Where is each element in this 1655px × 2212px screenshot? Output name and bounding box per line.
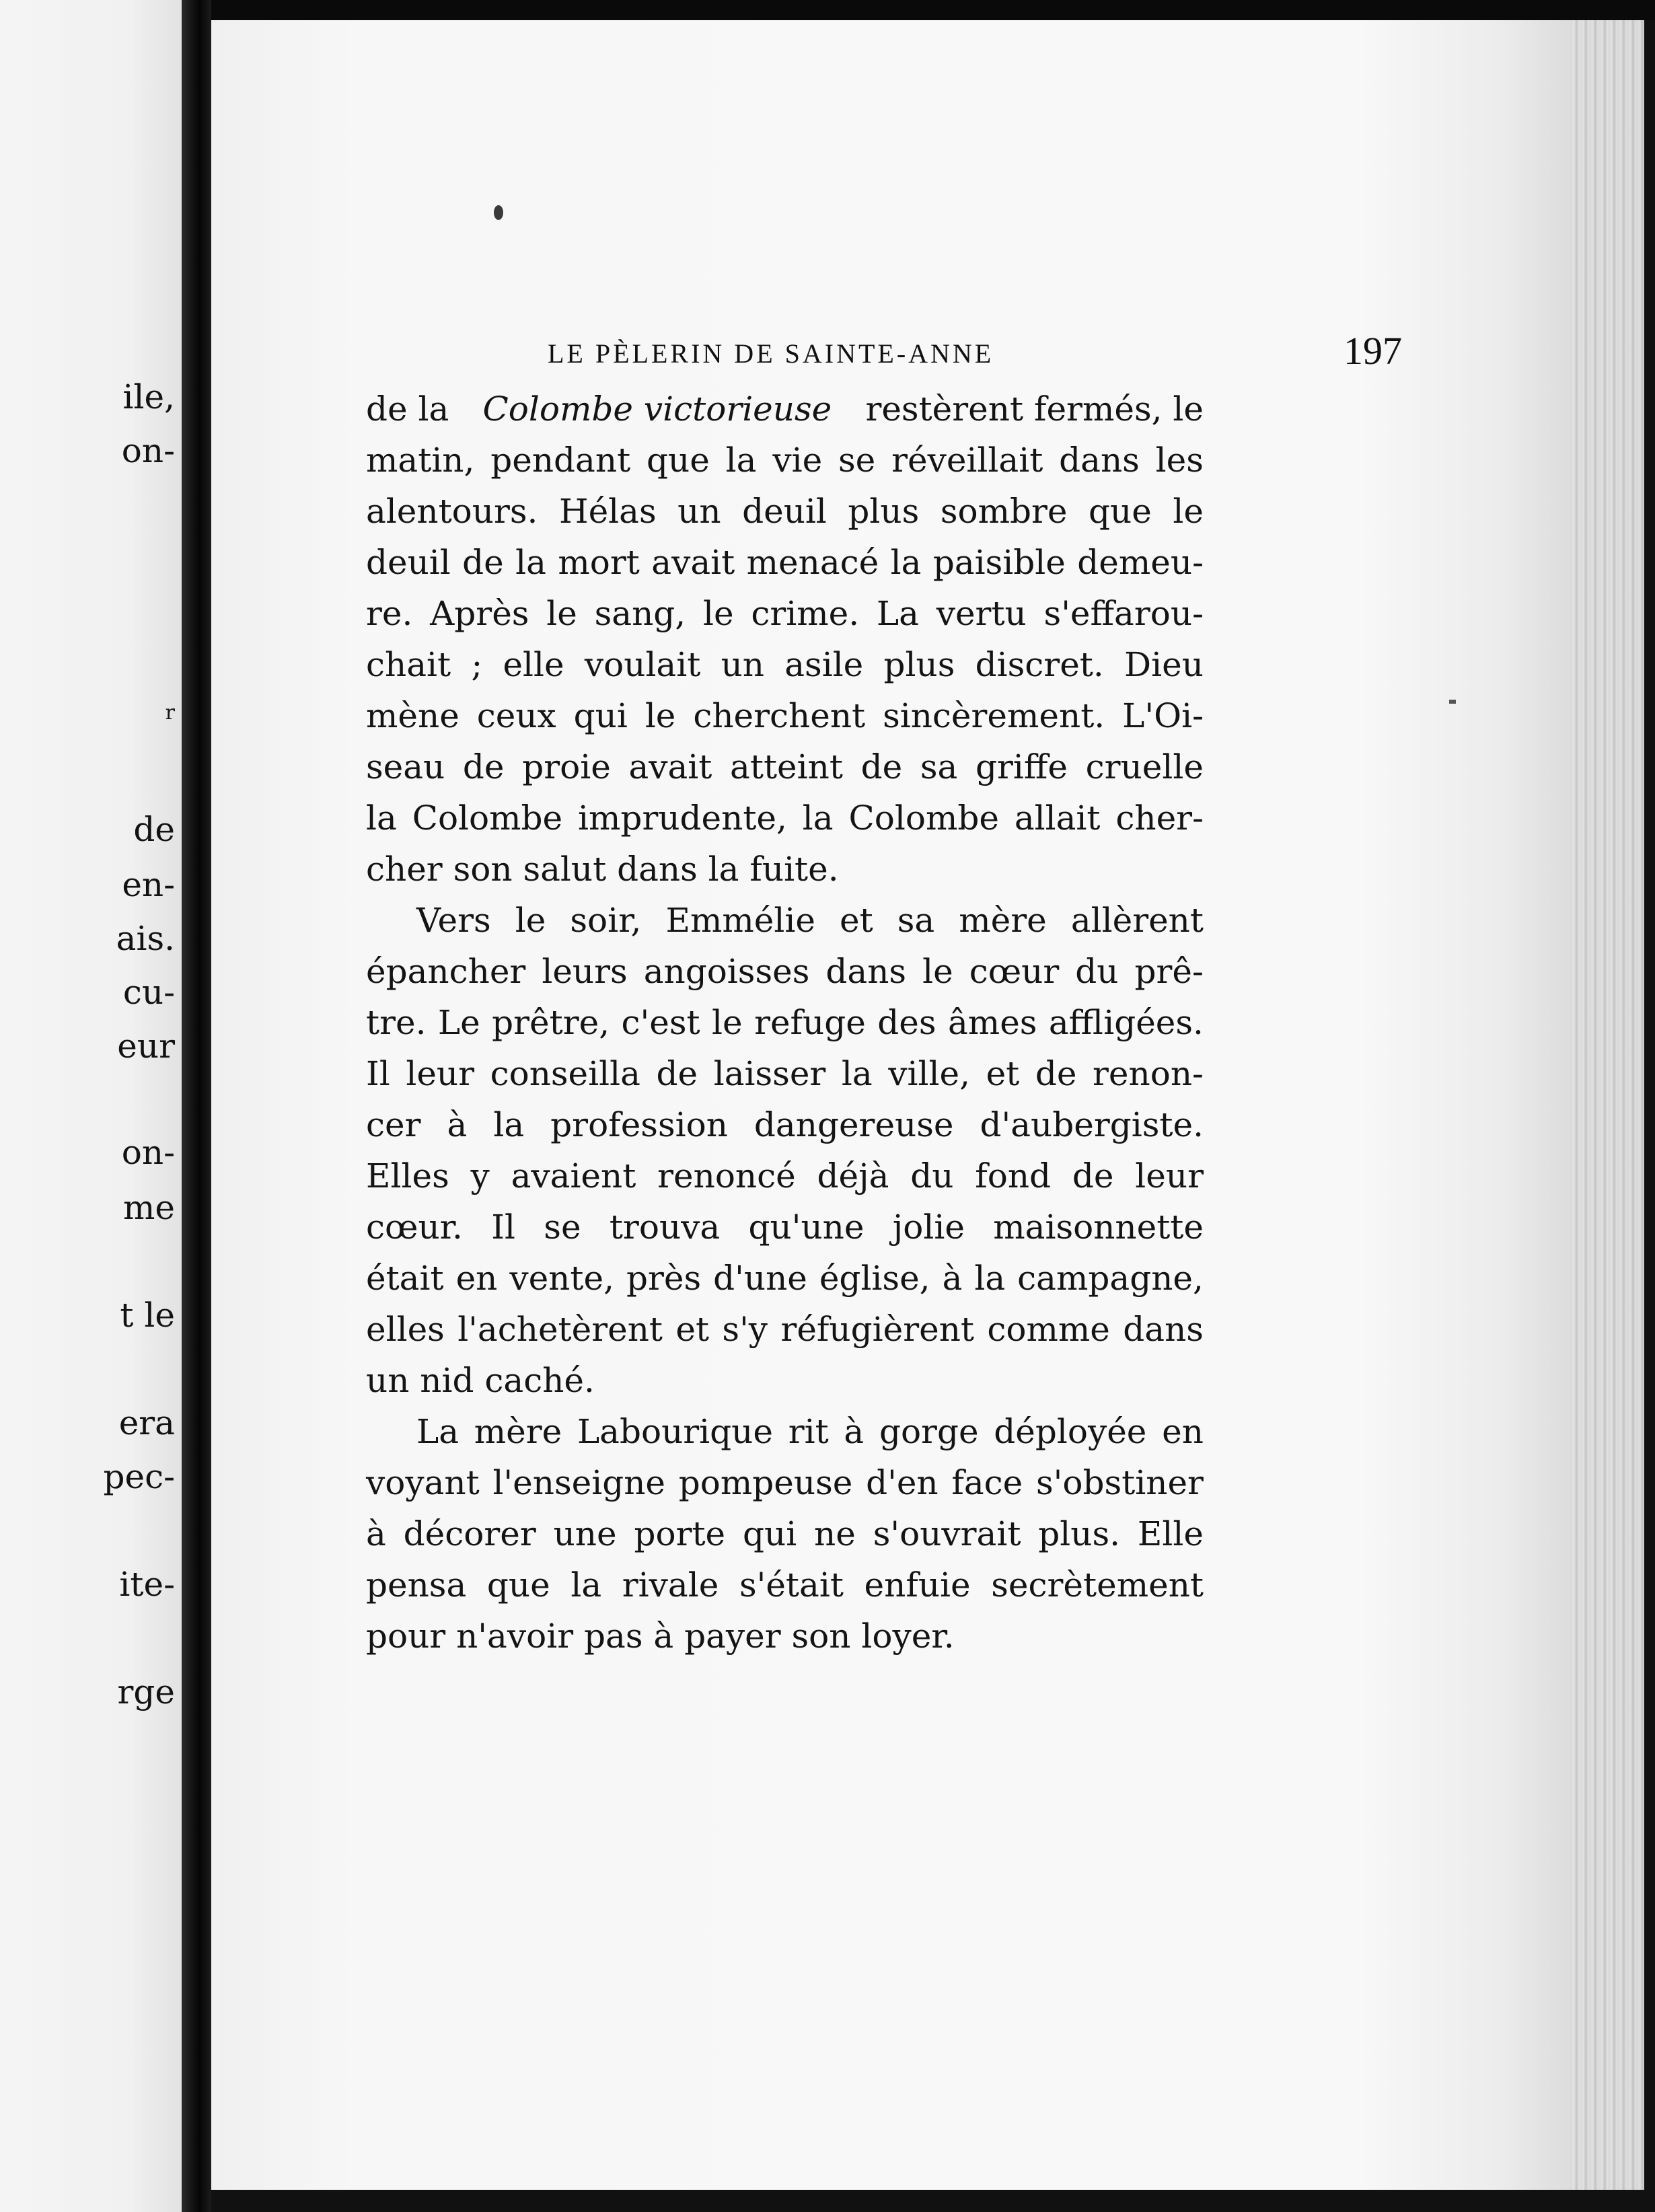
word: face: [951, 1463, 1023, 1502]
word: sombre: [940, 492, 1068, 531]
text-line: [366, 1202, 1204, 1253]
word: Emmélie: [665, 901, 815, 940]
word: une: [553, 1514, 617, 1553]
word: s'obstiner: [1036, 1463, 1204, 1502]
word: le: [645, 696, 676, 735]
word: ;: [471, 645, 483, 684]
word: de: [1072, 1156, 1114, 1195]
word: avait: [628, 747, 712, 786]
word: rit: [788, 1412, 829, 1451]
word: menacé: [746, 543, 879, 582]
text-line: [366, 1457, 1204, 1508]
word: se: [838, 441, 876, 480]
word: réveillait: [891, 441, 1043, 480]
text-line: pour n'avoir pas à payer son loyer.: [366, 1617, 955, 1656]
word: discret.: [975, 645, 1104, 684]
text-line: [366, 1304, 1204, 1355]
text-line: [366, 997, 1204, 1048]
word: Elles: [366, 1156, 449, 1195]
ink-smudge: [494, 205, 503, 220]
word: dans: [1059, 441, 1140, 480]
word: conseilla: [490, 1054, 640, 1093]
word: gorge: [879, 1412, 979, 1451]
word: était: [366, 1259, 444, 1298]
left-page-fragment: ite-: [119, 1565, 175, 1604]
word: dans: [825, 952, 907, 991]
text-line: [366, 895, 1204, 946]
word: mène: [366, 696, 459, 735]
word: que: [486, 1565, 550, 1605]
word: plus: [848, 492, 920, 531]
word: porte: [634, 1514, 726, 1553]
word: ne: [814, 1514, 856, 1553]
word: deuil: [742, 492, 827, 531]
word: âmes: [947, 1003, 1037, 1042]
text-line: [366, 1099, 1204, 1150]
word: sa: [920, 747, 958, 786]
word: fond: [975, 1156, 1052, 1195]
word: Il: [366, 1054, 390, 1093]
text-line: [366, 639, 1204, 690]
left-page-fragment: ile,: [122, 377, 175, 416]
word: seau: [366, 747, 445, 786]
word: imprudente,: [578, 799, 787, 838]
word: cruelle: [1085, 747, 1204, 786]
text-line: [366, 383, 1204, 435]
word: prê-: [1134, 952, 1204, 991]
word: y: [470, 1156, 490, 1195]
word: le: [922, 952, 953, 991]
word: Après: [430, 594, 529, 633]
word: griffe: [975, 747, 1068, 786]
word: et: [986, 1054, 1020, 1093]
word: elles: [366, 1310, 445, 1349]
word: ceux: [476, 696, 556, 735]
text-line: un nid caché.: [366, 1361, 595, 1400]
word: Elle: [1137, 1514, 1204, 1553]
word: prêtre,: [492, 1003, 610, 1042]
word: voyant: [366, 1463, 480, 1502]
word: chait: [366, 645, 451, 684]
word: crime.: [751, 594, 860, 633]
word: dans: [1123, 1310, 1204, 1349]
word: c'est: [621, 1003, 700, 1042]
word: asile: [784, 645, 864, 684]
word: deuil: [366, 543, 451, 582]
word: s'était: [739, 1565, 844, 1605]
book-title-italic: Colombe victorieuse: [482, 390, 832, 429]
word: la: [366, 799, 397, 838]
text-line: [366, 486, 1204, 537]
left-page-fragment: on-: [121, 431, 175, 470]
word: de: [462, 543, 504, 582]
left-page-fragment: rge: [117, 1672, 175, 1711]
text-line: [366, 1150, 1204, 1202]
word: cher-: [1115, 799, 1204, 838]
word: à: [942, 1259, 963, 1298]
word: allèrent: [1070, 901, 1204, 940]
word: décorer: [403, 1514, 536, 1553]
word: cer: [366, 1105, 421, 1144]
word: atteint: [730, 747, 843, 786]
word: en: [455, 1259, 498, 1298]
word: tre.: [366, 1003, 427, 1042]
word: que: [1089, 492, 1152, 531]
word: le: [515, 901, 546, 940]
left-page-fragment: t le: [120, 1296, 175, 1335]
word: qu'une: [748, 1208, 865, 1247]
word: Vers: [416, 901, 491, 940]
word: profession: [550, 1105, 728, 1144]
left-page-fragment: ais.: [116, 919, 175, 958]
word: en: [1162, 1412, 1204, 1451]
word: dangereuse: [753, 1105, 954, 1144]
word: d'en: [866, 1463, 939, 1502]
word: cœur: [969, 952, 1060, 991]
word: l'enseigne: [492, 1463, 666, 1502]
word: vente,: [509, 1259, 614, 1298]
word: affligées.: [1048, 1003, 1204, 1042]
scan-border: [211, 0, 1655, 20]
word: elle: [503, 645, 564, 684]
word: déployée: [994, 1412, 1147, 1451]
word: les: [1155, 441, 1204, 480]
text-line: [366, 588, 1204, 639]
word: rivale: [622, 1565, 719, 1605]
word: près: [626, 1259, 702, 1298]
left-page-fragment: en-: [122, 865, 175, 904]
word: s'effarou-: [1043, 594, 1204, 633]
word: à: [366, 1514, 386, 1553]
word: s'y: [722, 1310, 768, 1349]
running-title: LE PÈLERIN DE SAINTE-ANNE: [548, 338, 994, 369]
word: Il: [491, 1208, 515, 1247]
word: du: [1075, 952, 1119, 991]
page-number: 197: [1344, 329, 1402, 373]
word: pendant: [490, 441, 631, 480]
word: matin,: [366, 441, 475, 480]
word: la: [974, 1259, 1006, 1298]
word: comme: [987, 1310, 1110, 1349]
word: l'achetèrent: [457, 1310, 663, 1349]
word: du: [910, 1156, 954, 1195]
word: déjà: [817, 1156, 889, 1195]
word: leurs: [542, 952, 628, 991]
left-page-fragment: era: [118, 1403, 175, 1442]
text-line: [366, 1253, 1204, 1304]
word: ville,: [888, 1054, 970, 1093]
word: réfugièrent: [780, 1310, 974, 1349]
word: se: [544, 1208, 581, 1247]
previous-page-edge: [0, 0, 182, 2212]
book-gutter: [182, 0, 211, 2212]
left-page-fragment: cu-: [122, 973, 175, 1012]
text-run: restèrent fermés, le: [865, 390, 1204, 429]
word: mort: [558, 543, 640, 582]
word: enfuie: [864, 1565, 971, 1605]
word: pensa: [366, 1565, 467, 1605]
word: s'ouvrait: [873, 1514, 1021, 1553]
left-page-fragment: r: [165, 701, 175, 725]
word: re.: [366, 594, 413, 633]
word: la: [571, 1565, 602, 1605]
word: le: [546, 594, 577, 633]
word: leur: [1135, 1156, 1204, 1195]
word: L'Oi-: [1122, 696, 1204, 735]
word: un: [721, 645, 764, 684]
text-line: [366, 792, 1204, 844]
text-run: de la: [366, 390, 449, 429]
word: Le: [437, 1003, 480, 1042]
text-line: [366, 946, 1204, 997]
word: le: [1173, 492, 1204, 531]
word: sang,: [594, 594, 686, 633]
word: un: [677, 492, 721, 531]
word: angoisses: [643, 952, 810, 991]
word: voulait: [584, 645, 701, 684]
word: La: [876, 594, 919, 633]
word: Colombe: [848, 799, 999, 838]
word: la: [841, 1054, 873, 1093]
word: paisible: [932, 543, 1066, 582]
book-page: [211, 20, 1644, 2190]
word: la: [493, 1105, 525, 1144]
word: leur: [406, 1054, 475, 1093]
word: sa: [897, 901, 935, 940]
left-page-fragment: me: [122, 1188, 175, 1227]
word: de: [656, 1054, 698, 1093]
word: des: [877, 1003, 936, 1042]
word: le: [702, 594, 734, 633]
word: et: [840, 901, 873, 940]
word: cœur.: [366, 1208, 463, 1247]
word: soir,: [570, 901, 642, 940]
word: la: [890, 543, 922, 582]
text-line: [366, 435, 1204, 486]
word: le: [712, 1003, 743, 1042]
word: proie: [522, 747, 611, 786]
word: la: [515, 543, 546, 582]
text-line: [366, 1559, 1204, 1611]
word: allait: [1014, 799, 1101, 838]
left-page-fragment: on-: [121, 1133, 175, 1172]
word: jolie: [892, 1208, 965, 1247]
word: trouva: [609, 1208, 721, 1247]
left-page-fragment: eur: [117, 1027, 175, 1066]
word: d'aubergiste.: [980, 1105, 1204, 1144]
word: campagne,: [1017, 1259, 1204, 1298]
word: demeu-: [1077, 543, 1204, 582]
word: qui: [743, 1514, 797, 1553]
text-line: cher son salut dans la fuite.: [366, 850, 839, 889]
word: refuge: [754, 1003, 866, 1042]
word: maisonnette: [993, 1208, 1204, 1247]
word: renon-: [1093, 1054, 1204, 1093]
word: la: [725, 441, 757, 480]
word: plus.: [1038, 1514, 1121, 1553]
word: la: [802, 799, 834, 838]
body-text: [366, 383, 1204, 1662]
page-edges: [1570, 20, 1644, 2190]
word: Hélas: [558, 492, 657, 531]
word: Dieu: [1124, 645, 1204, 684]
word: épancher: [366, 952, 526, 991]
word: que: [647, 441, 710, 480]
ink-speck: [1449, 700, 1456, 704]
word: laisser: [713, 1054, 826, 1093]
word: et: [675, 1310, 710, 1349]
text-line: [366, 741, 1204, 792]
word: à: [844, 1412, 865, 1451]
word: cherchent: [693, 696, 866, 735]
word: d'une: [713, 1259, 807, 1298]
word: La: [416, 1412, 459, 1451]
word: mère: [474, 1412, 562, 1451]
word: qui: [573, 696, 628, 735]
text-line: [366, 1406, 1204, 1457]
word: alentours.: [366, 492, 538, 531]
word: Colombe: [412, 799, 563, 838]
word: de: [1035, 1054, 1077, 1093]
word: vie: [772, 441, 823, 480]
running-head: [548, 323, 1402, 377]
word: vertu: [936, 594, 1027, 633]
word: pompeuse: [678, 1463, 853, 1502]
word: à: [447, 1105, 468, 1144]
word: mère: [959, 901, 1047, 940]
word: de: [462, 747, 505, 786]
left-page-fragment: de: [133, 810, 175, 849]
word: de: [860, 747, 903, 786]
word: Labourique: [577, 1412, 773, 1451]
word: secrètement: [991, 1565, 1204, 1605]
text-line: [366, 1508, 1204, 1559]
text-line: [366, 690, 1204, 741]
word: église,: [819, 1259, 930, 1298]
word: plus: [883, 645, 955, 684]
word: sincèrement.: [883, 696, 1105, 735]
word: avaient: [511, 1156, 636, 1195]
text-line: [366, 537, 1204, 588]
text-line: [366, 1048, 1204, 1099]
word: renoncé: [657, 1156, 796, 1195]
left-page-fragment: pec-: [103, 1457, 175, 1496]
word: avait: [651, 543, 735, 582]
